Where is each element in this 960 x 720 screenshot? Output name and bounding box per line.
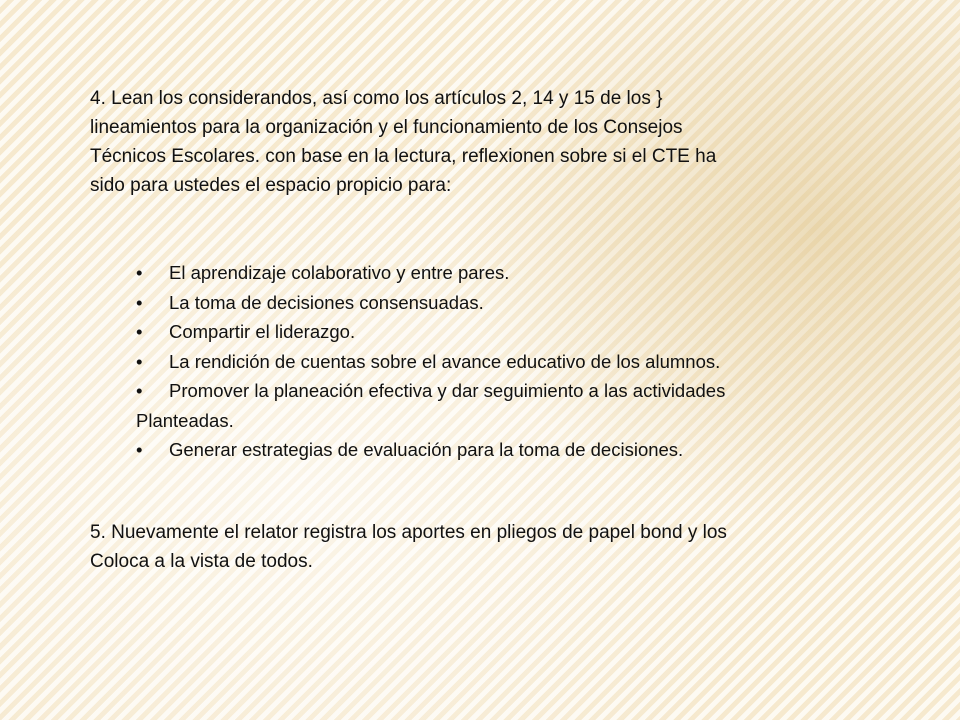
item-5-paragraph: [90, 518, 870, 576]
bullet-text: La rendición de cuentas sobre el avance educativo de los alumnos.: [169, 350, 721, 372]
list-item: [136, 288, 876, 318]
bullet-text: Promover la planeación efectiva y dar seguimiento a las actividades: [169, 380, 726, 401]
bullet-icon: •: [136, 380, 143, 401]
bullet-icon: •: [136, 321, 143, 342]
bullet-continuation: Planteadas.: [136, 409, 234, 431]
bullet-icon: •: [136, 262, 143, 283]
bullet-list: [136, 258, 876, 465]
item-5-line: 5. Nuevamente el relator registra los aportes en pliegos de papel bond y los: [90, 522, 727, 543]
bullet-icon: •: [136, 439, 143, 460]
item-4-paragraph: [90, 84, 870, 200]
list-item: [136, 376, 876, 435]
bullet-icon: •: [136, 291, 143, 313]
list-item: [136, 347, 876, 377]
bullet-text: La toma de decisiones consensuadas.: [169, 291, 484, 313]
list-item: [136, 258, 876, 288]
item-4-line: Técnicos Escolares. con base en la lectura, reflexionen sobre si el CTE ha: [90, 146, 717, 167]
item-4-line: 4. Lean los considerandos, así como los artículos 2, 14 y 15 de los }: [90, 88, 663, 109]
list-item: [136, 435, 876, 465]
item-5-line: Coloca a la vista de todos.: [90, 551, 313, 572]
bullet-text: Generar estrategias de evaluación para la toma de decisiones.: [169, 439, 684, 460]
list-item: [136, 317, 876, 347]
bullet-text: Compartir el liderazgo.: [169, 321, 356, 342]
bullet-icon: •: [136, 350, 143, 372]
item-4-line: sido para ustedes el espacio propicio para:: [90, 175, 452, 196]
bullet-text: El aprendizaje colaborativo y entre pares.: [169, 262, 510, 283]
item-4-line: lineamientos para la organización y el funcionamiento de los Consejos: [90, 117, 683, 138]
